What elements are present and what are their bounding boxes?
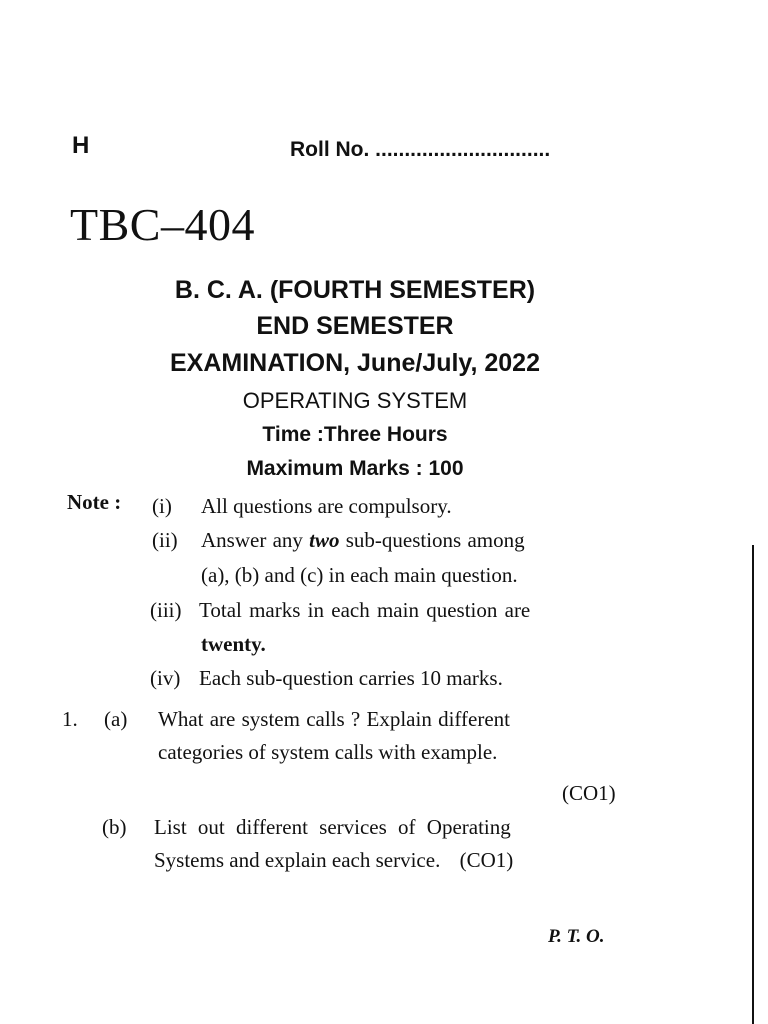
time-allowed: Time :Three Hours (262, 423, 448, 446)
sub-question-label: (a) (104, 707, 128, 731)
please-turn-over: P. T. O. (548, 926, 605, 947)
course-title: B. C. A. (FOURTH SEMESTER) (174, 276, 536, 304)
note-text-part: sub-questions among (339, 528, 525, 552)
subject-title: OPERATING SYSTEM (242, 388, 468, 413)
note-number: (iv) (150, 666, 181, 690)
maximum-marks: Maximum Marks : 100 (246, 457, 464, 480)
note-text-continued: twenty. (201, 632, 266, 656)
note-text-continued: (a), (b) and (c) in each main question. (201, 563, 518, 587)
paper-code: TBC–404 (70, 199, 255, 250)
note-number: (i) (152, 494, 172, 518)
end-semester-title: END SEMESTER (256, 312, 454, 340)
note-number: (iii) (150, 598, 182, 622)
sub-question-text: What are system calls ? Explain different (158, 707, 510, 731)
note-item (150, 598, 531, 623)
course-outcome: (CO1) (459, 848, 514, 872)
examination-title: EXAMINATION, June/July, 2022 (169, 349, 540, 377)
sub-question-text-continued (154, 848, 513, 873)
sub-question-label: (b) (102, 815, 127, 839)
note-text (201, 528, 525, 553)
roll-number-field: Roll No. .............................. (290, 138, 551, 161)
sub-question-text: Systems and explain each service. (154, 848, 441, 872)
sub-question-b (102, 815, 511, 840)
sub-question-text: List out different services of Operating (154, 815, 511, 839)
note-emphasis: two (309, 528, 340, 552)
series-letter: H (72, 132, 90, 159)
question-number: 1. (62, 707, 78, 731)
page-edge-line (752, 545, 754, 1024)
note-text: Each sub-question carries 10 marks. (199, 666, 503, 690)
note-text-part: Answer any (201, 528, 310, 552)
note-text: All questions are compulsory. (201, 494, 452, 518)
note-item (150, 666, 503, 691)
note-item (152, 494, 452, 519)
course-outcome: (CO1) (562, 781, 616, 805)
note-item (152, 528, 525, 553)
note-text: Total marks in each main question are (199, 598, 531, 622)
note-number: (ii) (152, 528, 178, 552)
note-label: Note : (67, 490, 122, 514)
sub-question-a (104, 707, 510, 732)
sub-question-text-continued: categories of system calls with example. (158, 740, 498, 764)
